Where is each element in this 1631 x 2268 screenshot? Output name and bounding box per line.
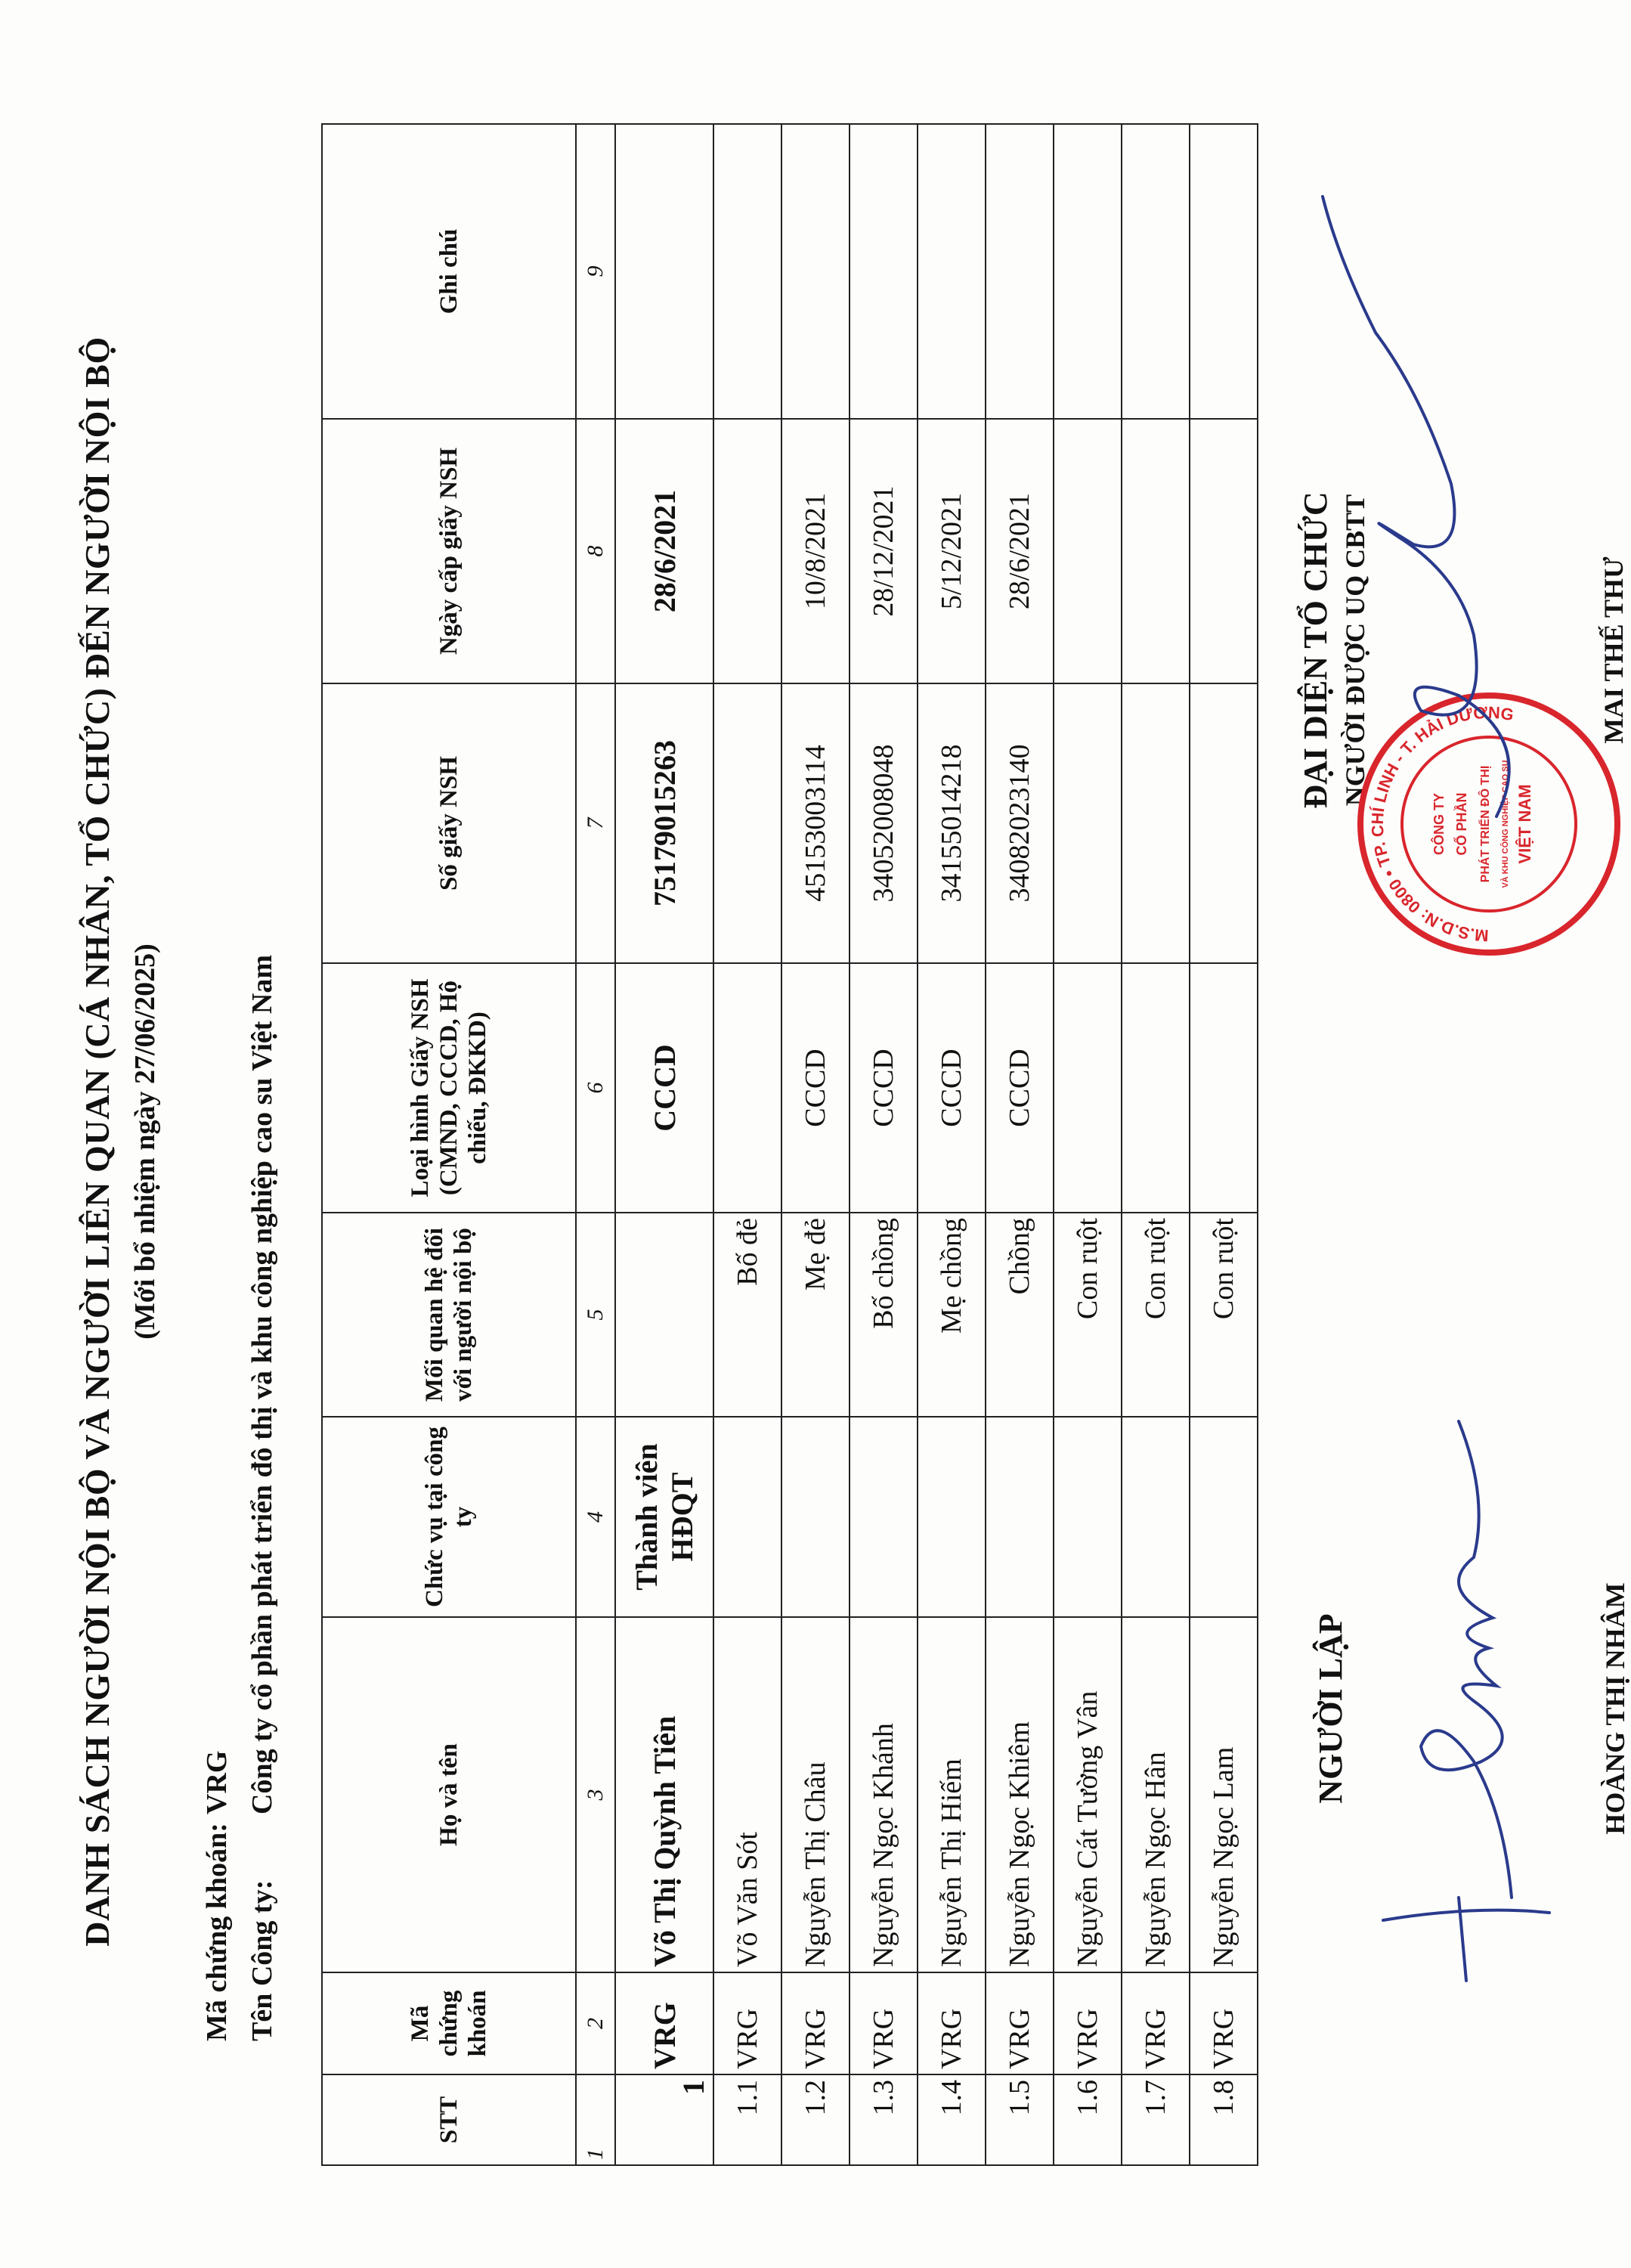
document-subtitle: (Mới bổ nhiệm ngày 27/06/2025) (129, 943, 161, 1340)
column-number: 3 (576, 1617, 615, 1972)
company-line (246, 955, 279, 2041)
cell-doc-type: CCCD (918, 963, 986, 1213)
column-number: 6 (576, 963, 615, 1213)
header-ticker: Mã chứng khoán (322, 1972, 576, 2074)
cell-doc-no (1054, 683, 1122, 963)
cell-position: Thành viên HĐQT (615, 1417, 713, 1617)
cell-name: Võ Văn Sót (713, 1617, 781, 1972)
cell-position (713, 1417, 781, 1617)
cell-doc-no: 45153003114 (781, 683, 850, 963)
ticker-label: Mã chứng khoán: (201, 1823, 233, 2041)
cell-doc-type: CCCD (781, 963, 850, 1213)
cell-stt: 1.2 (781, 2074, 850, 2165)
table-row (1054, 124, 1122, 2165)
cell-doc-no: 34052008048 (850, 683, 918, 963)
cell-ticker: VRG (1190, 1972, 1258, 2074)
column-number-row (576, 124, 615, 2165)
cell-name: Nguyễn Thị Hiếm (918, 1617, 986, 1972)
cell-stt: 1.1 (713, 2074, 781, 2165)
ticker-line (200, 1751, 234, 2041)
seal-line-2: CỔ PHẦN (1454, 792, 1469, 856)
cell-doc-no: 75179015263 (615, 683, 713, 963)
cell-relation: Bố chồng (850, 1213, 918, 1417)
header-issue-date: Ngày cấp giấy NSH (322, 419, 576, 683)
cell-name: Nguyễn Ngọc Hân (1122, 1617, 1190, 1972)
cell-doc-type (713, 963, 781, 1213)
document-title: DANH SÁCH NGƯỜI NỘI BỘ VÀ NGƯỜI LIÊN QUAN (CÁ NHÂN, TỔ CHỨC) ĐẾN NGƯỜI NỘI BỘ (78, 336, 116, 1947)
cell-note (713, 124, 781, 419)
cell-doc-type: CCCD (986, 963, 1054, 1213)
cell-note (986, 124, 1054, 419)
ticker-value: VRG (201, 1750, 233, 1814)
cell-issue-date (1190, 419, 1258, 683)
header-position: Chức vụ tại công ty (322, 1417, 576, 1617)
cell-stt: 1.6 (1054, 2074, 1122, 2165)
cell-stt: 1.4 (918, 2074, 986, 2165)
cell-name: Nguyễn Thị Châu (781, 1617, 850, 1972)
column-number: 7 (576, 683, 615, 963)
cell-doc-type (1190, 963, 1258, 1213)
preparer-role: NGƯỜI LẬP (1312, 1613, 1349, 1804)
cell-name: Nguyễn Ngọc Lam (1190, 1617, 1258, 1972)
cell-issue-date: 5/12/2021 (918, 419, 986, 683)
cell-position (1122, 1417, 1190, 1617)
cell-position (918, 1417, 986, 1617)
cell-doc-no (1190, 683, 1258, 963)
table-row (1190, 124, 1258, 2165)
cell-relation: Con ruột (1122, 1213, 1190, 1417)
cell-position (986, 1417, 1054, 1617)
column-number: 1 (576, 2074, 615, 2165)
cell-issue-date: 28/12/2021 (850, 419, 918, 683)
cell-relation (615, 1213, 713, 1417)
column-number: 8 (576, 419, 615, 683)
header-row (322, 124, 576, 2165)
header-doc-no: Số giấy NSH (322, 683, 576, 963)
cell-relation: Con ruột (1190, 1213, 1258, 1417)
cell-name: Võ Thị Quỳnh Tiên (615, 1617, 713, 1972)
table-row (781, 124, 850, 2165)
cell-note (615, 124, 713, 419)
cell-ticker: VRG (1122, 1972, 1190, 2074)
table-row (615, 124, 713, 2165)
cell-stt: 1.8 (1190, 2074, 1258, 2165)
cell-doc-type (1122, 963, 1190, 1213)
cell-stt: 1.5 (986, 2074, 1054, 2165)
cell-doc-no: 34155014218 (918, 683, 986, 963)
seal-line-3: PHÁT TRIỂN ĐÔ THỊ (1479, 765, 1492, 883)
company-label: Tên Công ty: (246, 1879, 278, 2041)
cell-issue-date: 10/8/2021 (781, 419, 850, 683)
table-row (918, 124, 986, 2165)
seal-line-5: VIỆT NAM (1515, 784, 1534, 864)
cell-name: Nguyễn Cát Tường Vân (1054, 1617, 1122, 1972)
seal-line-4: VÀ KHU CÔNG NGHIỆP CAO SU (1501, 760, 1510, 888)
table-row (986, 124, 1054, 2165)
column-number: 4 (576, 1417, 615, 1617)
cell-doc-no: 34082023140 (986, 683, 1054, 963)
cell-issue-date: 28/6/2021 (986, 419, 1054, 683)
cell-relation: Mẹ chồng (918, 1213, 986, 1417)
landscape-page (38, 45, 1630, 2238)
cell-relation: Con ruột (1054, 1213, 1122, 1417)
cell-doc-type: CCCD (850, 963, 918, 1213)
representative-role: ĐẠI DIỆN TỔ CHỨC (1297, 491, 1334, 809)
header-name: Họ và tên (322, 1617, 576, 1972)
cell-doc-no (713, 683, 781, 963)
cell-issue-date (713, 419, 781, 683)
cell-note (1190, 124, 1258, 419)
cell-doc-type (1054, 963, 1122, 1213)
column-number: 2 (576, 1972, 615, 2074)
cell-relation: Chồng (986, 1213, 1054, 1417)
cell-note (1122, 124, 1190, 419)
column-number: 5 (576, 1213, 615, 1417)
header-stt: STT (322, 2074, 576, 2165)
cell-ticker: VRG (986, 1972, 1054, 2074)
cell-ticker: VRG (615, 1972, 713, 2074)
company-value: Công ty cổ phần phát triển đô thị và khu công nghiệp cao su Việt Nam (246, 954, 278, 1814)
table-row (713, 124, 781, 2165)
representative-name: MAI THẾ THƯ (1599, 556, 1629, 744)
cell-note (781, 124, 850, 419)
cell-position (1054, 1417, 1122, 1617)
table-row (1122, 124, 1190, 2165)
header-relation: Mối quan hệ đối với người nội bộ (322, 1213, 576, 1417)
cell-ticker: VRG (918, 1972, 986, 2074)
cell-name: Nguyễn Ngọc Khiêm (986, 1617, 1054, 1972)
cell-note (1054, 124, 1122, 419)
cell-doc-type: CCCD (615, 963, 713, 1213)
table-body (615, 124, 1258, 2165)
cell-issue-date (1054, 419, 1122, 683)
insider-table (321, 123, 1258, 2166)
cell-stt: 1 (615, 2074, 713, 2165)
cell-stt: 1.3 (850, 2074, 918, 2165)
seal-ring-path: M.S.D.N: 0800 • TP. CHÍ LINH - T. HẢI DƯƠNG (1367, 702, 1515, 946)
representative-signature (1308, 181, 1564, 862)
seal-line-1: CÔNG TY (1431, 792, 1447, 856)
column-number: 9 (576, 124, 615, 419)
cell-ticker: VRG (781, 1972, 850, 2074)
cell-doc-no (1122, 683, 1190, 963)
header-note: Ghi chú (322, 124, 576, 419)
representative-subrole: NGƯỜI ĐƯỢC UQ CBTT (1340, 494, 1370, 807)
cell-relation: Mẹ đẻ (781, 1213, 850, 1417)
cell-ticker: VRG (713, 1972, 781, 2074)
preparer-signature (1353, 1391, 1595, 2011)
cell-issue-date (1122, 419, 1190, 683)
cell-position (781, 1417, 850, 1617)
cell-issue-date: 28/6/2021 (615, 419, 713, 683)
cell-note (918, 124, 986, 419)
cell-ticker: VRG (1054, 1972, 1122, 2074)
header-doc-type: Loại hình Giấy NSH (CMND, CCCD, Hộ chiếu, ĐKKD) (322, 963, 576, 1213)
table-row (850, 124, 918, 2165)
cell-relation: Bố đẻ (713, 1213, 781, 1417)
cell-stt: 1.7 (1122, 2074, 1190, 2165)
cell-ticker: VRG (850, 1972, 918, 2074)
cell-name: Nguyễn Ngọc Khánh (850, 1617, 918, 1972)
preparer-name: HOÀNG THỊ NHÂM (1600, 1582, 1630, 1835)
cell-note (850, 124, 918, 419)
cell-position (850, 1417, 918, 1617)
cell-position (1190, 1417, 1258, 1617)
